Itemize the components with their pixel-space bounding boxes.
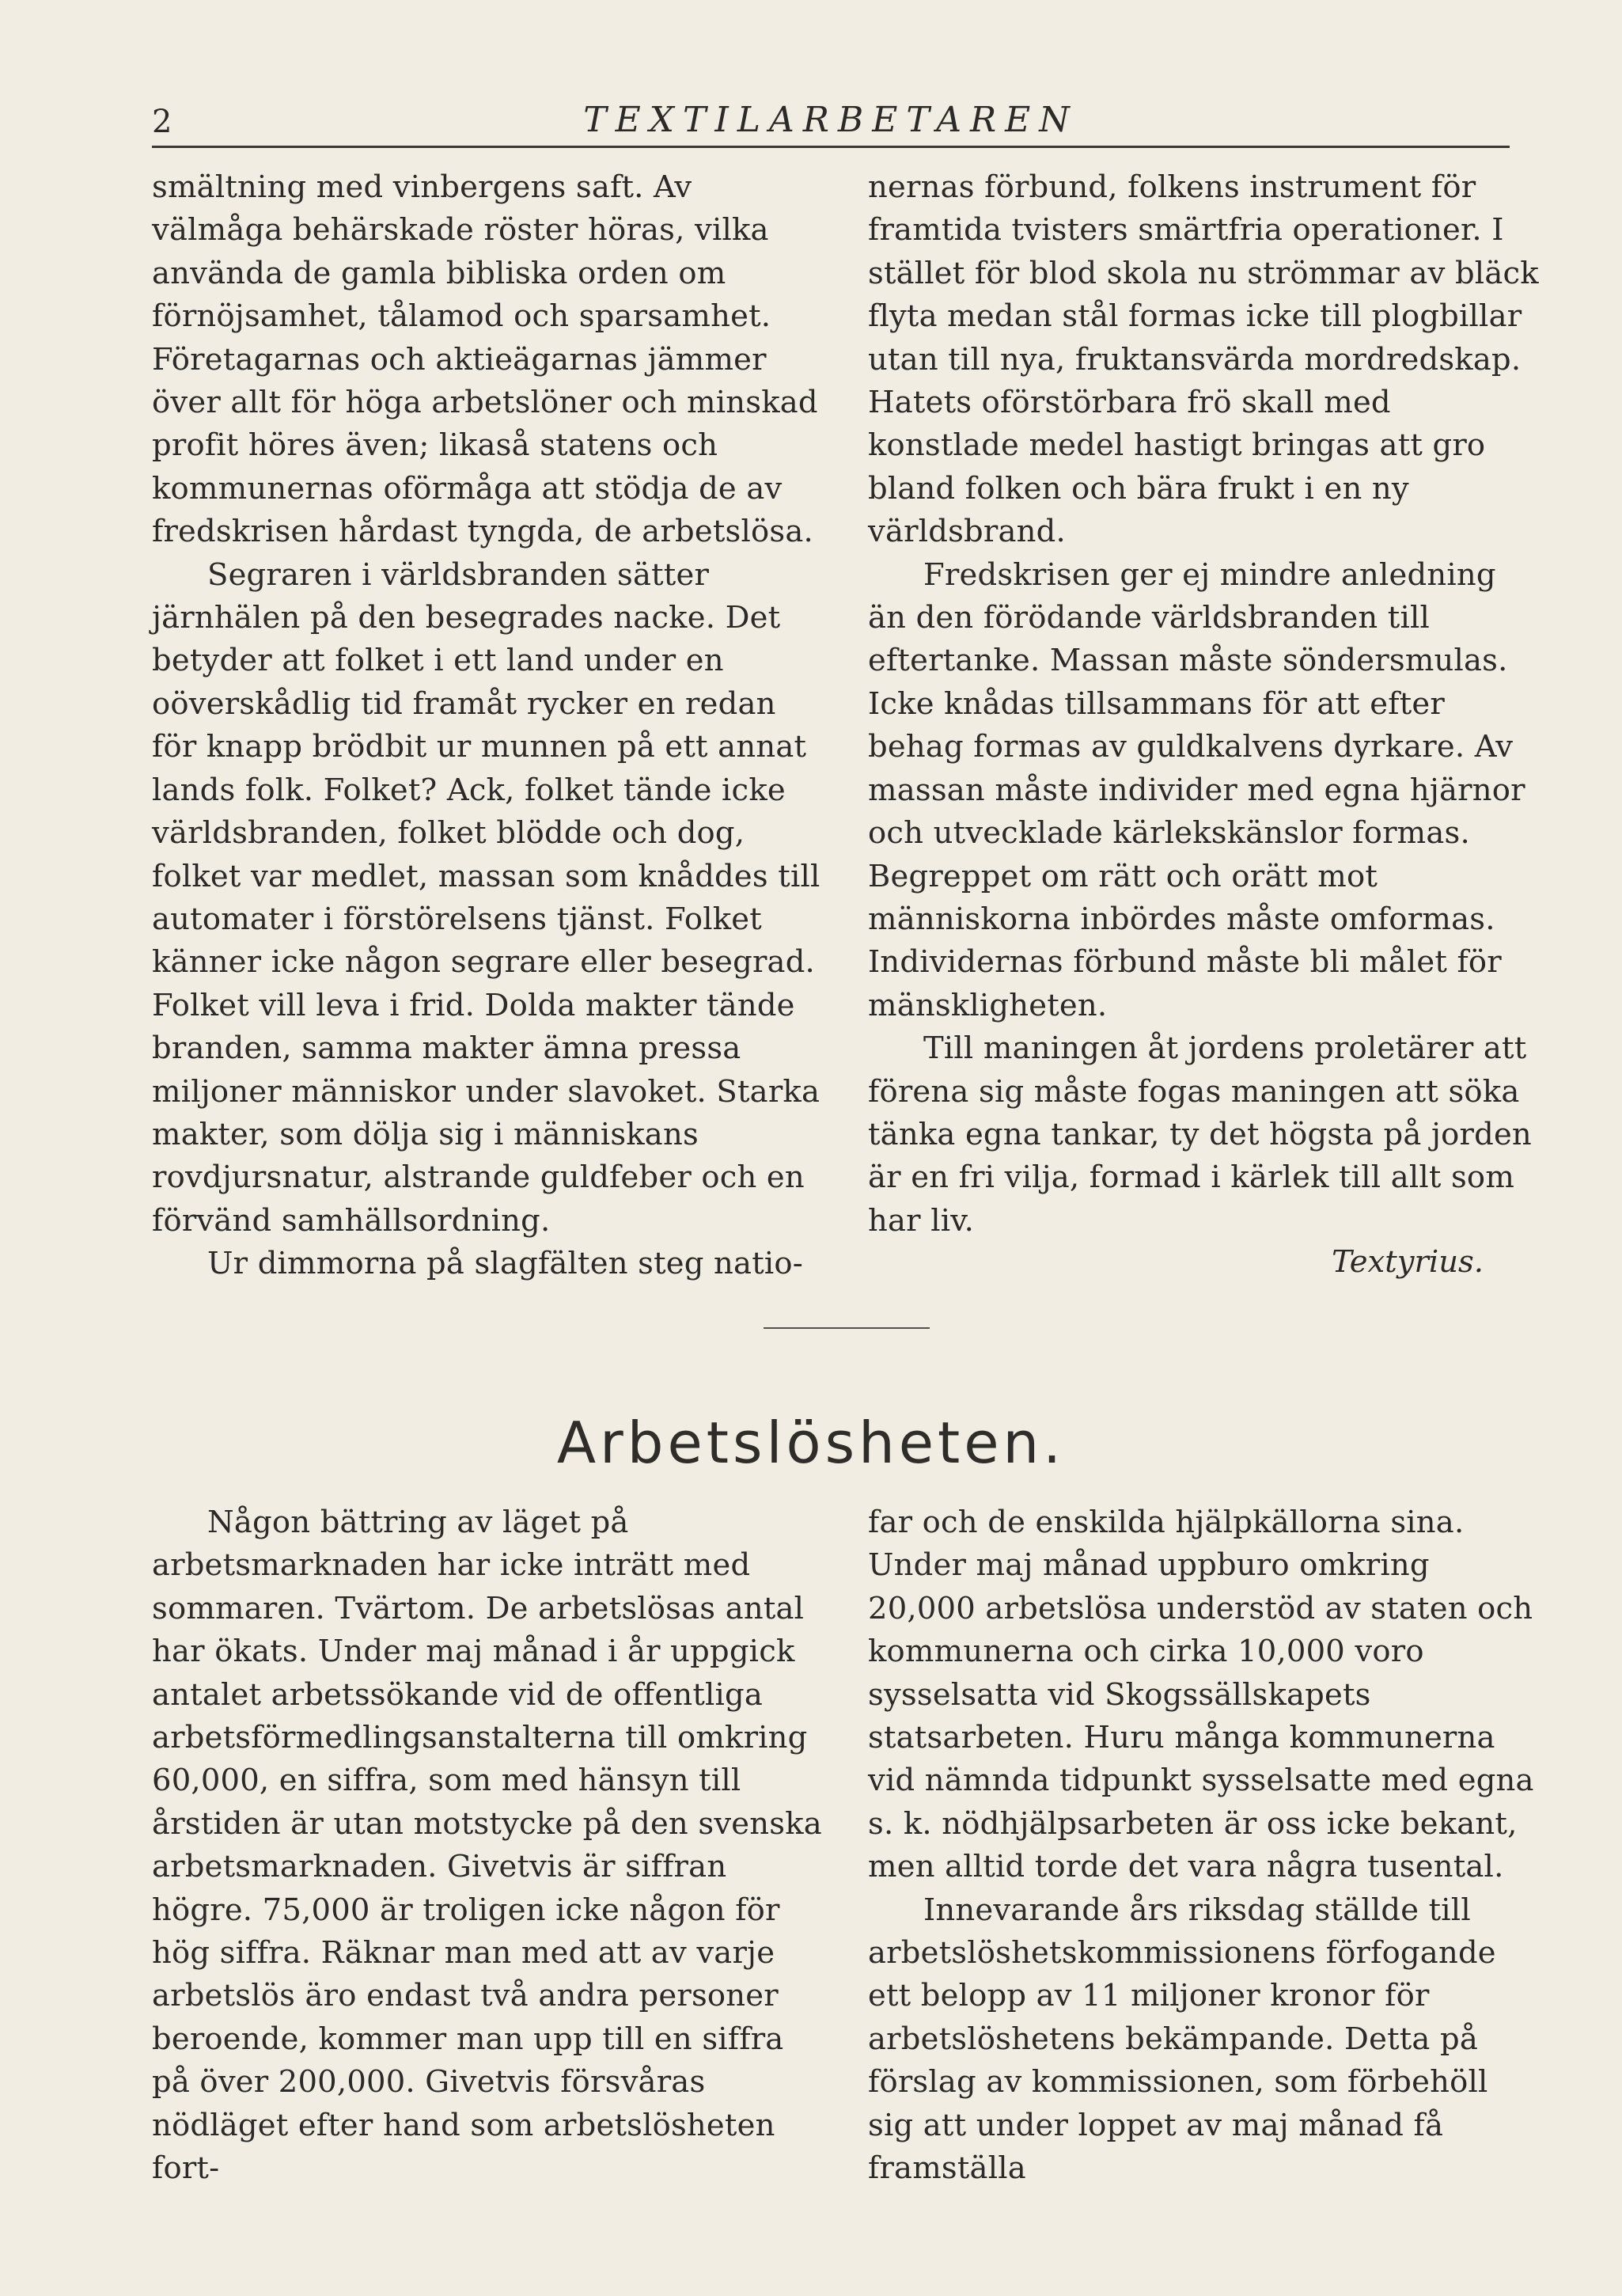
article1-column-right [868, 166, 1541, 1243]
paragraph: Innevarande års riksdag ställde till arbetslöshetskommissionens förfogande ett belopp av 11 miljoner kronor för arbetslöshetens bekämpande. Detta på förslag av kommissionen, som förbehöll sig att under loppet av maj månad få framställa [868, 1892, 1496, 2187]
article1-column-left [152, 166, 824, 1286]
section-divider [764, 1327, 930, 1329]
paragraph: nernas förbund, folkens instrument för framtida tvisters smärtfria operationer. I stället för blod skola nu strömmar av bläck flyta medan stål formas icke till plogbillar utan till nya, fruktansvärda mordredskap. Hatets oförstörbara frö skall med konstlade medel hastigt bringas att gro bland folken och bära frukt i en ny världsbrand. [868, 169, 1539, 550]
masthead-title: TEXTILARBETAREN [583, 100, 1078, 140]
paragraph: far och de enskilda hjälpkällorna sina. Under maj månad uppburo omkring 20,000 arbetslösa understöd av staten och kommunerna och cirka 10,000 voro sysselsatta vid Skogssällskapets statsarbeten. Huru många kommunerna vid nämnda tidpunkt sysselsatte med egna s. k. nödhjälpsarbeten är oss icke bekant, men alltid torde det vara några tusental. [868, 1505, 1534, 1885]
paragraph: Till maningen åt jordens proletärer att förena sig måste fogas maningen att söka tänka egna tankar, ty det högsta på jorden är en fri vilja, formad i kärlek till allt som har liv. [868, 1030, 1532, 1239]
page-number: 2 [152, 104, 172, 140]
author-signature: Textyrius. [1332, 1244, 1484, 1280]
paragraph: Någon bättring av läget på arbetsmarknaden har icke inträtt med sommaren. Tvärtom. De arbetslösas antal har ökats. Under maj månad i år uppgick antalet arbetssökande vid de offentliga arbetsförmedlingsanstalterna till omkring 60,000, en siffra, som med hänsyn till årstiden är utan motstycke på den svenska arbetsmarknaden. Givetvis är siffran högre. 75,000 är troligen icke någon för hög siffra. Räknar man med att av varje arbetslös äro endast två andra personer beroende, kommer man upp till en siffra på över 200,000. Givetvis försvåras nödläget efter hand som arbetslösheten fort- [152, 1505, 822, 2187]
article2-column-right [868, 1501, 1541, 2191]
article-headline: Arbetslösheten. [556, 1410, 1066, 1476]
article2-column-left [152, 1501, 824, 2191]
paragraph: Segraren i världsbranden sätter järnhälen på den besegrades nacke. Det betyder att folket i ett land under en oöverskådlig tid framåt rycker en redan för knapp brödbit ur munnen på ett annat lands folk. Folket? Ack, folket tände icke världsbranden, folket blödde och dog, folket var medlet, massan som knåddes till automater i förstörelsens tjänst. Folket känner icke någon segrare eller besegrad. Folket vill leva i frid. Dolda makter tände branden, samma makter ämna pressa miljoner människor under slavoket. Starka makter, som dölja sig i människans rovdjursnatur, alstrande guldfeber och en förvänd samhällsordning. [152, 556, 820, 1239]
paragraph: Ur dimmorna på slagfälten steg natio- [207, 1246, 803, 1282]
paragraph: smältning med vinbergens saft. Av välmåga behärskade röster höras, vilka använda de gamla bibliska orden om förnöjsamhet, tålamod och sparsamhet. Företagarnas och aktieägarnas jämmer över allt för höga arbetslöner och minskad profit höres även; likaså statens och kommunernas oförmåga att stödja de av fredskrisen hårdast tyngda, de arbetslösa. [152, 169, 818, 550]
paragraph: Fredskrisen ger ej mindre anledning än den förödande världsbranden till eftertanke. Massan måste söndersmulas. Icke knådas tillsammans för att efter behag formas av guldkalvens dyrkare. Av massan måste individer med egna hjärnor och utvecklade kärlekskänslor formas. Begreppet om rätt och orätt mot människorna inbördes måste omformas. Individernas förbund måste bli målet för mänskligheten. [868, 556, 1525, 1023]
page-header [152, 89, 1510, 148]
